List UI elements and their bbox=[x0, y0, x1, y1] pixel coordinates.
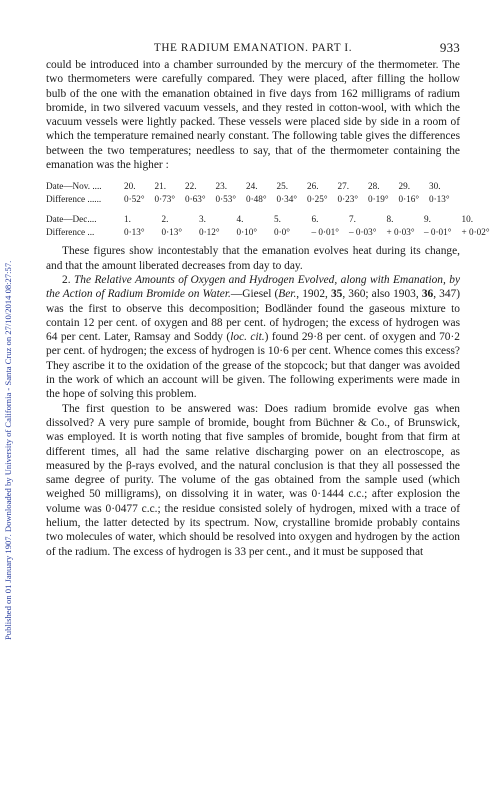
table-label: Date—Dec.... bbox=[46, 214, 97, 225]
table-cell: 0·13° bbox=[429, 193, 450, 204]
table-cell: – 0·01° bbox=[424, 226, 452, 237]
table-cell: 0·0° bbox=[274, 226, 290, 237]
table-row-nov-differences bbox=[46, 193, 460, 206]
text-run: , 360; also 1903, bbox=[342, 288, 422, 301]
text-run: —Giesel ( bbox=[230, 288, 279, 301]
table-cell: 30. bbox=[429, 181, 441, 192]
table-cell: 0·19° bbox=[368, 193, 389, 204]
table-cell: 7. bbox=[349, 214, 356, 225]
table-cell: 1. bbox=[124, 214, 131, 225]
running-title: THE RADIUM EMANATION. PART I. bbox=[153, 42, 353, 54]
table-label: Date—Nov. .... bbox=[46, 181, 102, 192]
text-run: ) found 29·8 per cent. of oxygen and 70·2 per cent. of hydrogen; the excess of hydrogen is 10·6 per cent. Whence comes this excess? They ascribe it to the oxidation of the grease of the stopcock; but that danger was avoided in the work of which an account will be given. The following experiments were made in the hope of solving this problem. bbox=[46, 331, 460, 401]
table-cell: 0·12° bbox=[199, 226, 220, 237]
paragraph-4: The first question to be answered was: Does radium bromide evolve gas when dissolved? A very pure sample of bromide, bought from Büchner & Co., of Brunswick, was employed. It is worth noting that five samples of bromide, bought from that firm at different times, all had the same relative discharging power on an electroscope, as measured by the β-rays evolved, and the natural conclusion is that they all possessed the same degree of purity. The volume of the gas obtained from the sample used (which weighed 50 milligrams), on dissolving it in water, was 0·1444 c.c.; after explosion the volume was 0·0477 c.c.; the residue consisted solely of hydrogen, mixed with a trace of helium, the latter detected by its spectrum. Now, crystalline bromide probably contains two molecules of water, which should be resolved into oxygen and hydrogen by the action of the radium. The excess of hydrogen is 33 per cent., and it must be supposed that bbox=[46, 402, 460, 558]
text-run: , 347) was the first to observe this decomposition; Bodländer found the gaseous mixture to contain 12 per cent. of oxygen and 88 per cent. of hydrogen; the excess of hydrogen was 64 per cent. Later, Ramsay and Soddy ( bbox=[46, 288, 461, 344]
table-row-dec-differences bbox=[46, 226, 490, 239]
table-cell: 28. bbox=[368, 181, 380, 192]
table-cell: 9. bbox=[424, 214, 431, 225]
paragraph-1: could be introduced into a chamber surrounded by the mercury of the thermometer. The two thermometers were carefully compared. They were placed, after filling the hollow bulb of the one with the emanation obtained in five days from 162 milligrams of radium bromide, in two silvered vacuum vessels, and they rested in cotton-wool, with which the vacuum vessels were lightly packed. These vessels were placed side by side in a room of which the temperature remained nearly constant. The following table gives the differences between the two temperatures; needless to say, that of the thermometer containing the emanation was the higher : bbox=[46, 59, 460, 172]
table-cell: 26. bbox=[307, 181, 319, 192]
table-label: Difference ... bbox=[46, 226, 95, 237]
table-cell: 3. bbox=[199, 214, 206, 225]
table-cell: 8. bbox=[386, 214, 394, 225]
table-cell: 0·13° bbox=[124, 226, 145, 237]
table-row-dec-dates bbox=[46, 213, 473, 226]
table-cell: 20. bbox=[124, 181, 136, 192]
journal-abbrev: Ber. bbox=[278, 288, 297, 301]
table-cell: 25. bbox=[276, 181, 288, 192]
volume-number: 36 bbox=[421, 288, 434, 301]
table-cell: 23. bbox=[215, 181, 227, 192]
paragraph-2: These figures show incontestably that the emanation evolves heat during its change, and that the amount liberated decreases from day to day. bbox=[46, 245, 460, 272]
page-number: 933 bbox=[439, 40, 460, 55]
table-cell: 29. bbox=[398, 181, 410, 192]
table-cell: 0·16° bbox=[398, 193, 420, 204]
table-cell: 2. bbox=[161, 214, 169, 225]
table-cell: 21. bbox=[154, 181, 166, 192]
table-cell: 0·10° bbox=[236, 226, 258, 237]
table-cell: 0·25° bbox=[307, 193, 328, 204]
table-cell: 0·73° bbox=[154, 193, 176, 204]
table-cell: + 0·03° bbox=[386, 226, 415, 237]
table-cell: 24. bbox=[246, 181, 258, 192]
table-cell: 0·63° bbox=[185, 193, 206, 204]
section-number: 2. bbox=[62, 273, 74, 286]
table-cell: 22. bbox=[185, 181, 197, 192]
section-heading: The Relative Amounts of Oxygen and Hydrogen Evolved, along with Emanation, by the Action of Radium Bromide on Water. bbox=[46, 273, 460, 301]
table-cell: 0·52° bbox=[124, 193, 145, 204]
page bbox=[46, 38, 490, 559]
table-cell: – 0·01° bbox=[311, 226, 339, 237]
paragraph-3 bbox=[46, 273, 460, 402]
download-notice: Published on 01 January 1907. Downloaded by University of California - Santa Cruz on 27/10/2014 08:27:57. bbox=[3, 260, 13, 640]
temperature-difference-table bbox=[46, 180, 490, 238]
table-cell: 6. bbox=[311, 214, 319, 225]
page-header bbox=[46, 38, 460, 58]
table-cell: 0·48° bbox=[246, 193, 267, 204]
table-cell: 4. bbox=[236, 214, 244, 225]
table-cell: 5. bbox=[274, 214, 281, 225]
table-cell: – 0·03° bbox=[349, 226, 377, 237]
table-cell: + 0·02° bbox=[461, 226, 490, 237]
text-run: , 1902, bbox=[296, 288, 331, 301]
volume-number: 35 bbox=[330, 288, 343, 301]
table-label: Difference ...... bbox=[46, 193, 102, 204]
loc-cit: loc. cit. bbox=[230, 331, 265, 344]
table-cell: 10. bbox=[461, 214, 473, 225]
table-cell: 27. bbox=[337, 181, 349, 192]
table-cell: 0·53° bbox=[215, 193, 237, 204]
table-cell: 0·34° bbox=[276, 193, 298, 204]
table-cell: 0·13° bbox=[161, 226, 183, 237]
table-cell: 0·23° bbox=[337, 193, 359, 204]
table-row-nov-dates bbox=[46, 180, 460, 193]
